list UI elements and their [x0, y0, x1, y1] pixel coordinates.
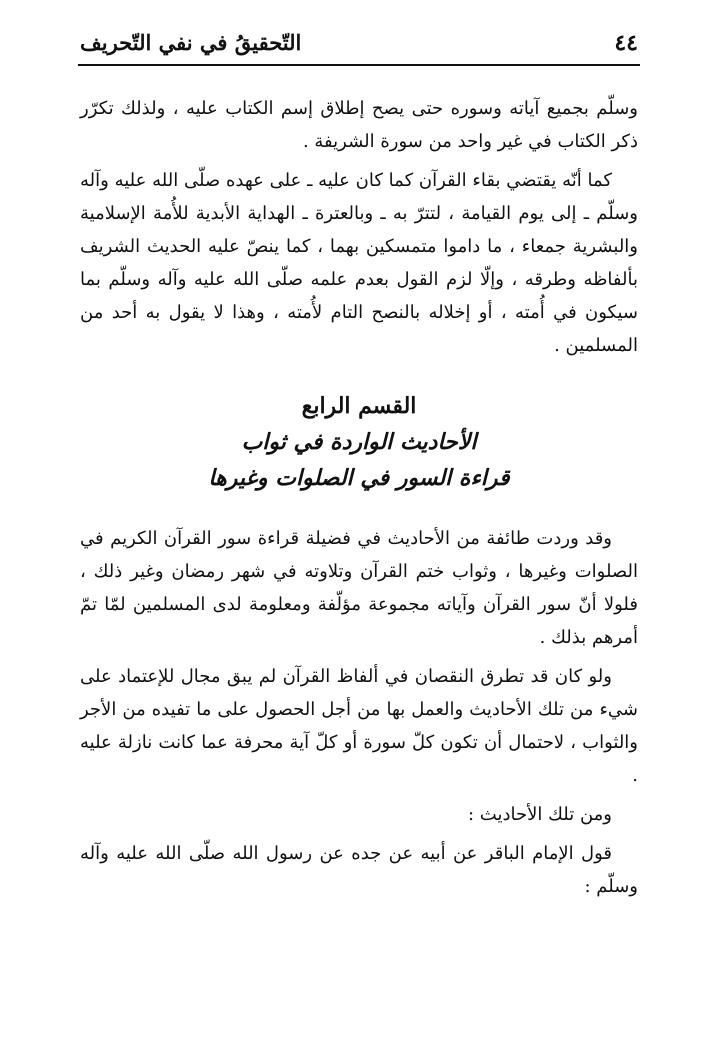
page-number: ٤٤ [614, 30, 638, 56]
page-header [80, 26, 638, 62]
paragraph: وقد وردت طائفة من الأحاديث في فضيلة قراءة سور القرآن الكريم في الصلوات وغيرها ، وثواب ختم القرآن وتلاوته في شهر رمضان وغير ذلك ، فلولا أنّ سور القرآن وآياته مجموعة مؤلّفة ومعلومة لدى المسلمين لمّا تمّ أمرهم بذلك . [80, 528, 638, 648]
paragraph-continuation: وسلّم بجميع آياته وسوره حتى يصح إطلاق إسم الكتاب عليه ، ولذلك تكرّر ذكر الكتاب في غير واحد من سورة الشريفة . [80, 98, 638, 152]
running-title: التّحقيقُ في نفي التّحريف [80, 30, 302, 55]
paragraph: كما أنّه يقتضي بقاء القرآن كما كان عليه ـ على عهده صلّى الله عليه وآله وسلّم ـ إلى يوم القيامة ، لتترّ به ـ وبالعترة ـ الهداية الأبدية للأُمة الإسلامية والبشرية جمعاء ، ما داموا متمسكين بهما ، كما ينصّ عليه الحديث الشريف بألفاظه وطرقه ، وإلّا لزم القول بعدم علمه صلّى الله عليه وآله وسلّم بما سيكون في أُمته ، أو إخلاله بالنصح التام لأُمته ، وهذا لا يقول به أحد من المسلمين . [80, 170, 638, 356]
section-subtitle-line-2: قراءة السور في الصلوات وغيرها [208, 465, 510, 491]
page-body [80, 92, 638, 909]
header-rule [78, 64, 640, 66]
section-subtitle-line-1: الأحاديث الواردة في ثواب [241, 429, 477, 455]
paragraph-short: ومن تلك الأحاديث : [468, 804, 612, 825]
paragraph: قول الإمام الباقر عن أبيه عن جده عن رسول الله صلّى الله عليه وآله وسلّم : [80, 843, 638, 897]
section-title: القسم الرابع [301, 393, 417, 419]
paragraph: ولو كان قد تطرق النقصان في ألفاظ القرآن لم يبق مجال للإعتماد على شيء من تلك الأحاديث والعمل بها من أجل الحصول على ما تفيده من الأجر والثواب ، لاحتمال أن تكون كلّ سورة أو كلّ آية محرفة عما كانت نازلة عليه . [80, 666, 638, 786]
